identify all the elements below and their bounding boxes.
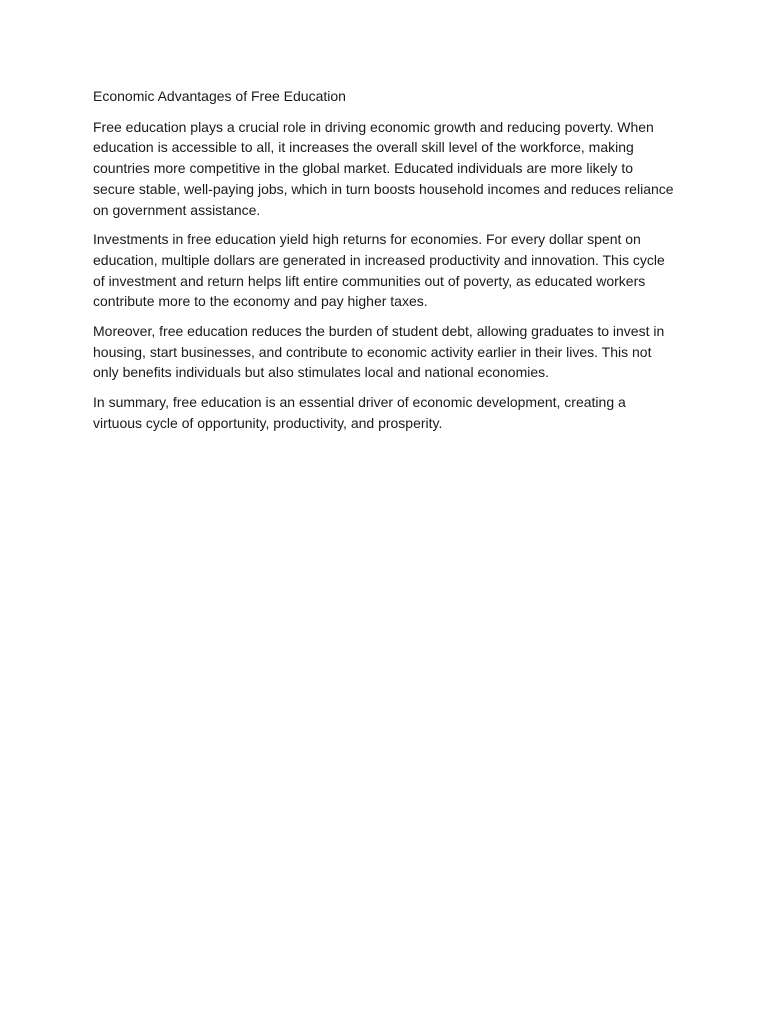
document-title: Economic Advantages of Free Education	[93, 88, 346, 104]
paragraph-summary: In summary, free education is an essential driver of economic development, creating a virtuous cycle of opportunity, productivity, and prosperity.	[93, 394, 626, 431]
paragraph-student-debt: Moreover, free education reduces the burden of student debt, allowing graduates to invest in housing, start businesses, and contribute to economic activity earlier in their lives. This not only benefits individuals but also stimulates local and national economies.	[93, 323, 665, 381]
document-body	[93, 86, 677, 443]
paragraph-economic-growth: Free education plays a crucial role in driving economic growth and reducing poverty. When education is accessible to all, it increases the overall skill level of the workforce, making countries more competitive in the global market. Educated individuals are more likely to secure stable, well-paying jobs, which in turn boosts household incomes and reduces reliance on government assistance.	[93, 118, 674, 218]
paragraph-investment-returns: Investments in free education yield high returns for economies. For every dollar spent on education, multiple dollars are generated in increased productivity and innovation. This cycle of investment and return helps lift entire communities out of poverty, as educated workers contribute more to the economy and pay higher taxes.	[93, 231, 665, 310]
